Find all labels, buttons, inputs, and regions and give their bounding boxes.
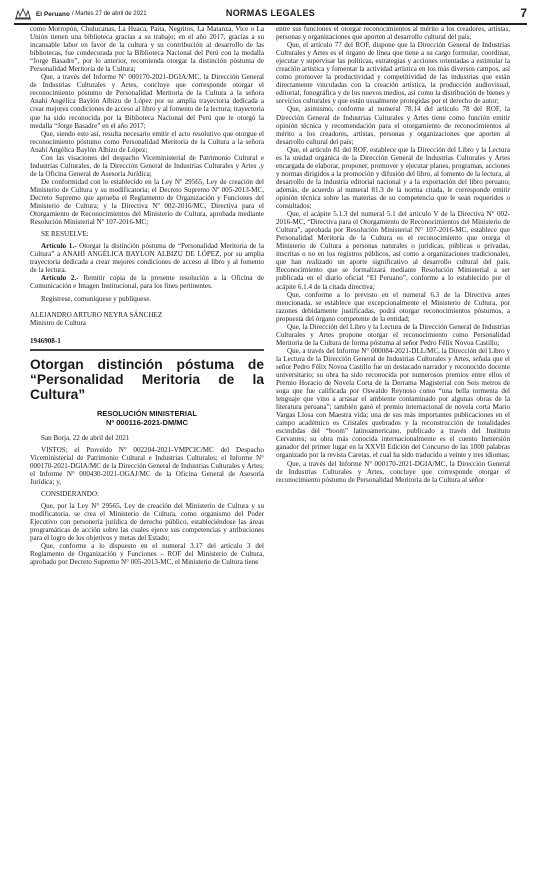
paragraph: Que, asimismo, conforme al numeral 78.14 del artículo 78 del ROF, la Dirección General de Industrias Culturales y Artes tiene como función emitir opinión técnica y recomendación para el otorgamiento de reconocimientos al mérito a los creadores, artistas, personas y organizaciones que aporten al desarrollo cultural del país; bbox=[276, 105, 510, 146]
paragraph: Con las visaciones del despacho Viceministerial de Patrimonio Cultural e Industrias Culturales, de la Dirección General de Industrias Culturales y Artes ,y de la Oficina General de Asesoría Jurídica; bbox=[30, 153, 264, 178]
paragraph: Que, siendo esto así, resulta necesario emitir el acto resolutivo que otorgue el reconocimiento póstumo como Personalidad Meritoria de la Cultura a la señora Anahí Angélica Baylón Albizu de López; bbox=[30, 129, 264, 154]
paragraph: Que, conforme a lo dispuesto en el numeral 3.17 del artículo 3 del Reglamento de Organización y Funciones – ROF del Ministerio de Cultura, aprobado por Decreto Supremo N° 005-2013-MC, el Ministerio de Cultura tiene bbox=[30, 542, 264, 567]
article-2-label: Artículo 2.- bbox=[41, 274, 79, 283]
vistos-paragraph: VISTOS; el Proveído N° 002204-2021-VMPCIC/MC del Despacho Viceministerial de Patrimonio Cultural e Industrias Culturales; el Informe N° 000170-2021-DGIA/MC de la Dirección General de Industrias Culturales y Artes; el Informe N° 000430-2021-OGAJ/MC de la Oficina General de Asesoría Jurídica; y, bbox=[30, 445, 264, 486]
title-line-1: Otorgan distinción póstuma de bbox=[30, 356, 264, 372]
section-divider bbox=[30, 349, 264, 351]
page-number: 7 bbox=[520, 6, 527, 20]
resolution-number: Nº 000116-2021-DM/MC bbox=[106, 417, 188, 427]
paragraph: Que, la Dirección del Libro y la Lectura de la Dirección General de Industrias Culturales y Artes propone otorgar el reconocimiento como Personalidad Meritoria de la Cultura de forma póstuma al señor Pedro Félix Novoa Castillo; bbox=[276, 322, 510, 347]
paragraph: Que, por la Ley N° 29565, Ley de creación del Ministerio de Cultura y su modificatoria, se crea el Ministerio de Cultura, como organismo del Poder Ejecutivo con personería jurídica de derecho público, estableciéndose las áreas programáticas de acción sobre las cuales ejerce sus competencias y atribuciones para el logro de los objetivos y metas del Estado; bbox=[30, 502, 264, 543]
resolution-label: RESOLUCIÓN MINISTERIAL bbox=[96, 408, 197, 418]
signer-name: ALEJANDRO ARTURO NEYRA SÁNCHEZ bbox=[30, 310, 163, 319]
paragraph: Que, el acápite 5.1.3 del numeral 5.1 del artículo V de la Directiva N° 002-2016-MC, “Directiva para el Otorgamiento de Reconocimientos del Ministerio de Cultura”, aprobada por Resolución Ministerial N° 107-2016-MC, establece que Personalidad Meritoria de la Cultura es el reconocimiento que otorga el Ministerio de Cultura a personas naturales o jurídicas, públicas o privadas, inscritas o no en los registros públicos, así como a organizaciones tradicionales, que han realizado un aporte significativo al desarrollo cultural del país. Reconocimiento que se formalizará mediante Resolución Ministerial a ser publicada en el diario oficial “El Peruano”, conforme a lo establecido por el acápite 6.1.4 de la citada directiva; bbox=[276, 210, 510, 291]
paragraph: Que, conforme a lo previsto en el numeral 6.3 de la Directiva antes mencionada, se establece que excepcionalmente el Ministerio de Cultura, por razones debidamente justificadas, podrá otorgar reconocimientos póstumos, a propuesta del órgano competente de la entidad; bbox=[276, 290, 510, 323]
paragraph: Que, el artículo 81 del ROF, establece que la Dirección del Libro y la Lectura es la unidad orgánica de la Dirección General de Industrias Culturales y Artes encargada de elaborar, proponer, promover y ejecutar planes, programas, acciones y normas dirigidos a la promoción y difusión del libro, al fomento de la lectura, al desarrollo de la industria editorial nacional y a la exportación del libro peruano; además, de acuerdo al numeral 81.3 de la norma citada, le corresponde emitir opinión técnica sobre las materias de su competencia que le sean requeridos o consultados; bbox=[276, 145, 510, 211]
right-column bbox=[276, 25, 510, 878]
place-date: San Borja, 22 de abril del 2021 bbox=[41, 433, 130, 442]
article-2 bbox=[30, 274, 264, 290]
closing-formula: Regístrese, comuníquese y publíquese. bbox=[41, 294, 152, 303]
document-code: 1946908-1 bbox=[30, 336, 61, 345]
publication-date: / Martes 27 de abril de 2021 bbox=[71, 11, 147, 17]
page-header bbox=[14, 6, 527, 22]
section-title: NORMAS LEGALES bbox=[225, 8, 316, 18]
publication-name: El Peruano bbox=[36, 10, 70, 18]
article-1-label: Artículo 1.- bbox=[41, 242, 77, 251]
paragraph: como Morropón, Chulucanas, La Huaca, Paita, Negritos, La Matanza, Vice o La Unión tienen una biblioteca gracias a su trabajo; en el año 2017, gracias a su incansable labor en favor de la cultura y su contribución al desarrollo de las bibliotecas, fue condecorada por la Biblioteca Nacional del Perú con la medalla “Jorge Basadre”, por lo anterior, recomienda otorgar la distinción póstuma de Personalidad Meritoria de la Cultura; bbox=[30, 25, 264, 74]
el-peruano-logo-icon bbox=[14, 8, 32, 20]
article-2-text: Remitir copia de la presente resolución a la Oficina de Comunicación e Imagen Institucional, para los fines pertinentes. bbox=[30, 274, 264, 291]
paragraph: Que, a través del Informe N° 000084-2021-DLL/MC, la Dirección del Libro y la Lectura de la Dirección General de Industrias Culturales y Artes, señala que el señor Pedro Félix Novoa Castillo fue un destacado narrador y reconocido docente universitario; su obra ha sido reconocida por numerosos premios entre ellos el Premio Horacio de Novela Corta de la Derrama Magisterial con Seis metros de soga que fue calificada por Oswaldo Reynoso como “una bella tormenta del lenguaje que vino a arrasar el ambiente contaminado por algunas obras de la literatura peruana”; también ganó el premio internacional de novela corta Mario Vargas Llosa con Maestra vida; una de sus más importantes publicaciones en el campo académico es Cristales quebrados y la reconstrucción de tonalidades escindidas del “boom” latinoamericano, publicado a través del Instituto Cervantes; su obra más conocida internacionalmente es el cuento Inmersión ganador del primer lugar en la XXVII Edición del Concurso de las 1000 palabras organizado por la revista Caretas, el cual ha sido traducido a veinte y tres idiomas; bbox=[276, 346, 510, 460]
considerando-heading: CONSIDERANDO: bbox=[41, 489, 99, 498]
signer-title: Ministro de Cultura bbox=[30, 318, 86, 327]
article-1-text: Otorgar la distinción póstuma de “Personalidad Meritoria de la Cultura” a ANAHÍ ANGÉLICA BAYLON ALBIZU DE LÓPEZ, por su amplia trayectoria dedicada a crear mejores condiciones de acceso al libro y al fomento de la lectura. bbox=[30, 242, 264, 275]
title-line-2: “Personalidad Meritoria de la Cultura” bbox=[30, 371, 264, 402]
paragraph: Que, a través del Informe Nº 000170-2021-DGIA/MC, la Dirección General de Industrias Culturales y Artes, concluye que corresponde otorgar el reconocimiento póstumo de Personalidad Meritoria de la Cultura a la señora Anahí Angélica Baylón Albizu de López por su amplia trayectoria dedicada a crear mejores condiciones de acceso al libro y al fomento de la lectura; trayectoria que ha sido reconocida por la Biblioteca Nacional del Perú que le otorgó la medalla “Jorge Basadre” en el año 2017; bbox=[30, 73, 264, 130]
se-resuelve-heading: SE RESUELVE: bbox=[41, 230, 89, 239]
article-1 bbox=[30, 242, 264, 274]
left-column bbox=[30, 25, 264, 878]
paragraph: entre sus funciones el otorgar reconocimientos al mérito a los creadores, artistas, personas y organizaciones que aporten al desarrollo cultural del país; bbox=[276, 25, 510, 42]
paragraph: De conformidad con lo establecido en la Ley Nº 29565, Ley de creación del Ministerio de Cultura y su modificatoria; el Decreto Supremo Nº 005-2013-MC, Decreto Supremo que aprueba el Reglamento de Organización y Funciones del Ministerio de Cultura; y la Directiva Nº 002-2016/MC, Directiva para el Otorgamiento de Reconocimientos del Ministerio de Cultura, aprobada mediante Resolución Ministerial Nº 107-2016-MC; bbox=[30, 177, 264, 227]
paragraph: Que, el artículo 77 del ROF, dispone que la Dirección General de Industrias Culturales y Artes es el órgano de línea que tiene a su cargo formular, coordinar, ejecutar y supervisar las políticas, estrategias y acciones orientadas a estimular la creación artística y fomentar la actividad artística en los más diversos campos, así como promover la productividad y competitividad de las industrias que están directamente vinculadas con la creación artística, la producción audiovisual, editorial, fonográfica y de los nuevos medios, así como la distribución de bienes y servicios culturales y que están usualmente protegidas por el derecho de autor; bbox=[276, 41, 510, 106]
resolution-header bbox=[30, 409, 264, 427]
paragraph: Que, a través del Informe N° 000170-2021-DGIA/MC, la Dirección General de Industrias Culturales y Artes, concluye que corresponde otorgar el reconocimiento póstumo de Personalidad Meritoria de la Cultura al señor bbox=[276, 459, 510, 484]
resolution-title bbox=[30, 357, 264, 402]
